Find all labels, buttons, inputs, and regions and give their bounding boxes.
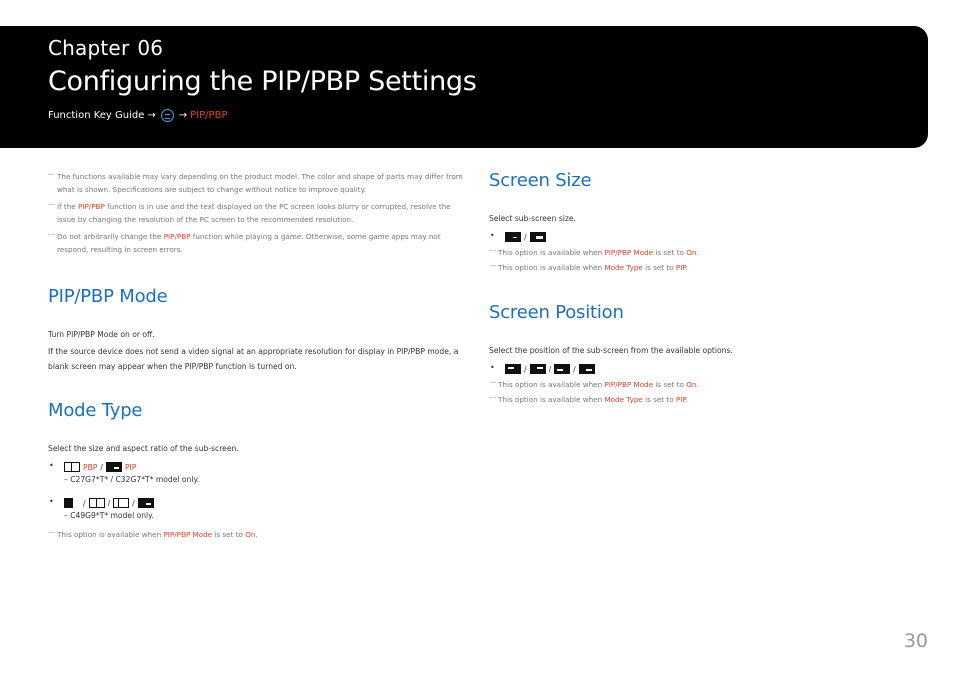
model-note-c49: – C49G9*T* model only. [64,511,154,520]
section-heading-mode-type: Mode Type [48,400,143,421]
arrow-icon: → [147,110,156,121]
pip-pbp-mode-line2: If the source device does not send a video signal at an appropriate resolution for display in PIP/PBP mode, a blank screen may appear when the PIP/PBP function is turned on. [48,347,459,371]
pbp-split-icon [89,498,105,508]
mode-type-note: ― This option is available when PIP/PBP Mode is set to On. [48,528,468,541]
section-heading-pip-pbp-mode: PIP/PBP Mode [48,286,168,307]
right-column [489,170,909,410]
mode-type-option-b: • / / / [48,496,468,510]
screen-position-intro: Select the position of the sub-screen from the available options. [489,346,733,355]
pip-bottom-left-icon [554,364,570,374]
screen-position-note-2: ― This option is available when Mode Type is set to PIP. [489,393,909,406]
screen-size-note-1: ― This option is available when PIP/PBP Mode is set to On. [489,246,909,259]
pbp-split-icon [64,462,80,472]
chapter-number: 06 [137,36,164,60]
chapter-header [0,26,928,148]
pip-top-right-icon [530,364,546,374]
pbp-split-icon [113,498,129,508]
pip-label: PIP [124,462,137,472]
pip-inset-icon [138,498,154,508]
screen-position-note-1: ― This option is available when PIP/PBP Mode is set to On. [489,378,909,391]
breadcrumb-prefix: Function Key Guide [48,110,145,121]
breadcrumb [48,109,227,122]
model-note-c27: – C27G7*T* / C32G7*T* model only. [64,475,200,484]
pip-top-left-icon [505,364,521,374]
pip-small-icon [505,232,521,242]
section-heading-screen-position: Screen Position [489,302,624,323]
note-game: ― Do not arbitrarily change the PIP/PBP function while playing a game. Otherwise, some game apps may not respond, resulting in screen errors. [48,230,468,256]
pbp-ratio-icon [64,498,80,508]
page-number: 30 [903,630,928,652]
breadcrumb-target: PIP/PBP [190,110,228,121]
mode-type-option-a: • PBP / PIP [48,460,468,474]
left-column [48,170,468,545]
screen-position-options: • / / / [489,362,909,376]
section-heading-screen-size: Screen Size [489,170,592,191]
screen-size-note-2: ― This option is available when Mode Type is set to PIP. [489,261,909,274]
chapter-label: Chapter 06 [48,36,164,60]
pip-large-icon [530,232,546,242]
pbp-label: • PBP [83,462,98,472]
page-title: Configuring the PIP/PBP Settings [48,66,477,97]
note-general: ― The functions available may vary depending on the product model. The color and shape of parts may differ from what is shown. Specifications are subject to change without notice to improve quality. [48,170,468,196]
menu-circle-icon [161,109,174,122]
pip-inset-icon [106,462,122,472]
arrow-icon: → [178,110,188,121]
screen-size-options: • / [489,230,909,244]
pip-pbp-mode-line1: Turn PIP/PBP Mode on or off. [48,330,155,339]
screen-size-intro: Select sub-screen size. [489,214,576,223]
pip-bottom-right-icon [579,364,595,374]
mode-type-intro: Select the size and aspect ratio of the sub-screen. [48,444,239,453]
note-blurry: ― If the PIP/PBP function is in use and the text displayed on the PC screen looks blurry or corrupted, resolve the issue by changing the resolution of the PC screen to the recommended resolution. [48,200,468,226]
